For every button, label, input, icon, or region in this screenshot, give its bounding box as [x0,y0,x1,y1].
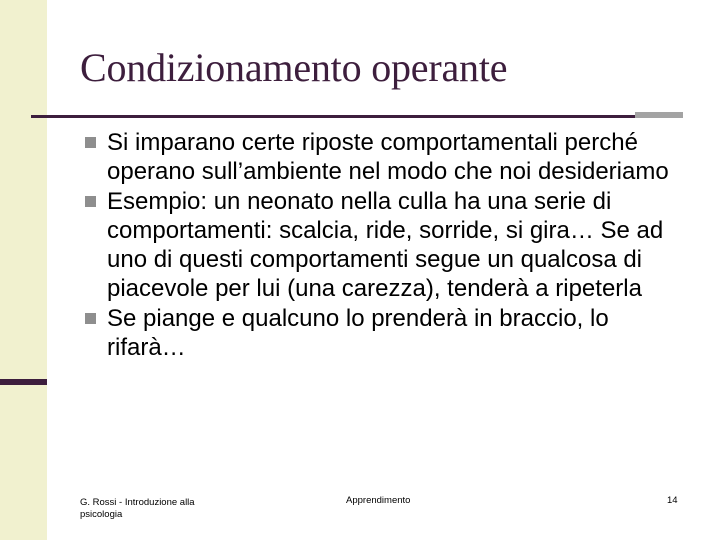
bullet-text: Se piange e qualcuno lo prenderà in braccio, lo rifarà… [107,304,609,362]
bullet-square-icon [85,313,96,324]
footer-author: G. Rossi - Introduzione alla psicologia [80,497,195,520]
title-rule [31,115,635,118]
bullet-text: Si imparano certe riposte comportamentali perché operano sull’ambiente nel modo che noi desideriamo [107,129,669,186]
side-panel [0,0,47,540]
title-rule-accent [635,112,683,118]
bullet-square-icon [85,196,96,207]
page-number: 14 [667,495,678,506]
footer-topic: Apprendimento [346,495,411,506]
bullet-item [84,304,694,363]
bullet-square-icon [85,137,96,148]
bullet-item [84,187,694,304]
bullet-list [84,128,694,362]
bullet-item [84,128,694,187]
slide-title: Condizionamento operante [80,45,508,90]
bullet-text: Esempio: un neonato nella culla ha una serie di comportamenti: scalcia, ride, sorride, si gira… Se ad uno di questi comportamenti segue un qualcosa di piacevole per lui (una carezza), tenderà a ripeterla [107,187,664,303]
side-accent-bar [0,379,47,385]
